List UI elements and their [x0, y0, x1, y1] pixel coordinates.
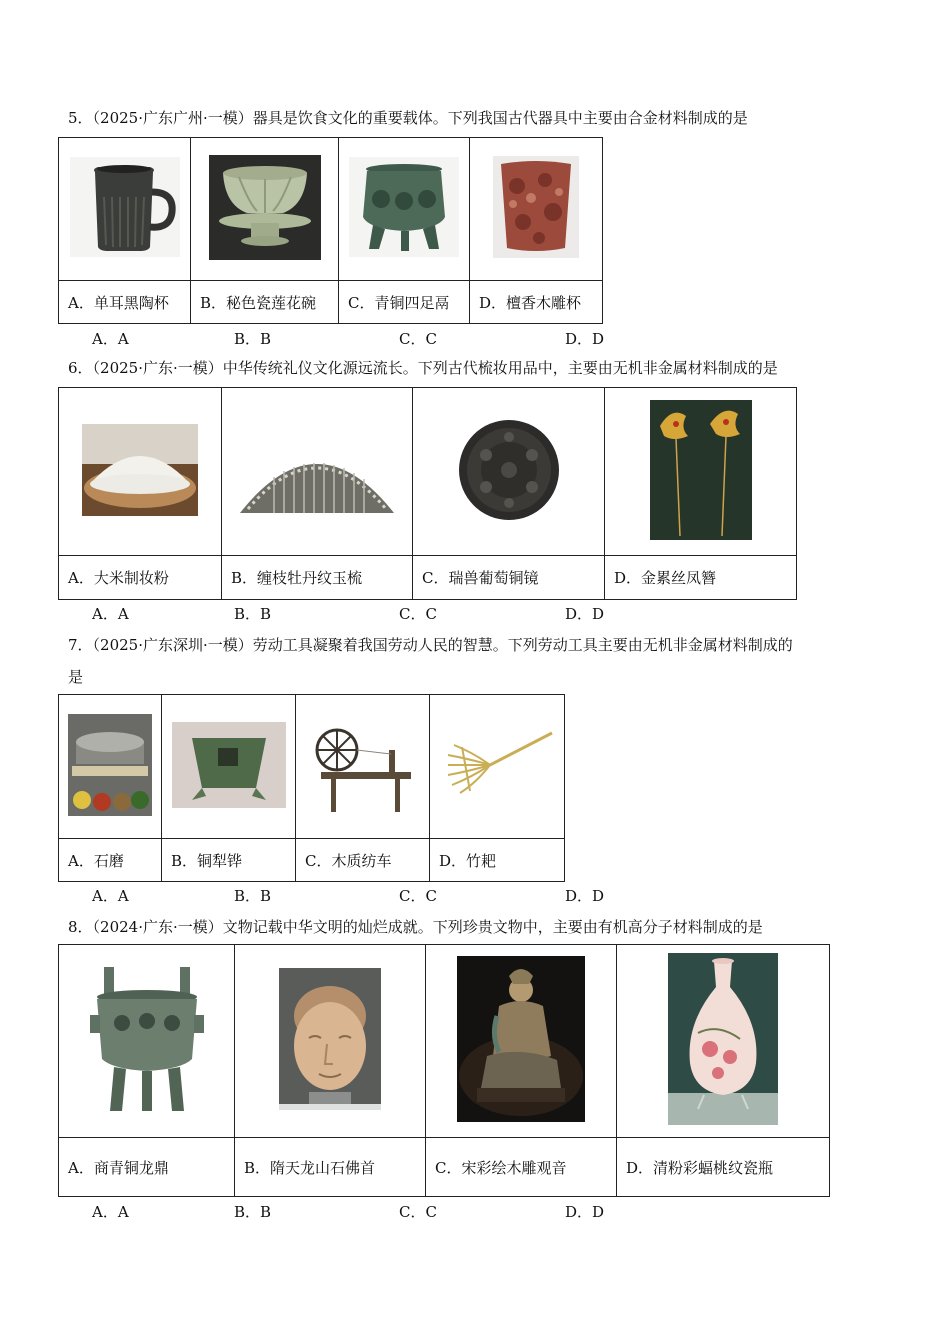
porcelain-vase-image: [617, 945, 830, 1138]
bamboo-rake-image: [430, 695, 565, 839]
question-6-table: [58, 387, 797, 600]
option-label-d: D．金累丝凤簪: [605, 556, 797, 600]
question-5-table: [58, 137, 603, 324]
sandalwood-carved-cup-image: [470, 138, 603, 281]
stone-buddha-head-image: [235, 945, 426, 1138]
choice-b[interactable]: B．B: [234, 605, 272, 623]
choice-d[interactable]: D．D: [565, 1203, 605, 1221]
choice-b[interactable]: B．B: [234, 330, 272, 348]
choice-d[interactable]: D．D: [565, 330, 605, 348]
question-7-stem-line1: 7．（2025·广东深圳·一模）劳动工具凝聚着我国劳动人民的智慧。下列劳动工具主要由无机非金属材料制成的: [68, 636, 793, 654]
black-pottery-cup-image: [59, 138, 191, 281]
choice-d[interactable]: D．D: [565, 887, 605, 905]
choice-a[interactable]: A．A: [92, 1203, 129, 1221]
option-label-a: A．单耳黑陶杯: [59, 281, 191, 324]
option-label-a: A．石磨: [59, 839, 162, 882]
bronze-li-tripod-image: [339, 138, 470, 281]
option-label-d: D．竹耙: [430, 839, 565, 882]
option-label-a: A．商青铜龙鼎: [59, 1138, 235, 1197]
option-label-c: C．木质纺车: [296, 839, 430, 882]
option-label-c: C．青铜四足鬲: [339, 281, 470, 324]
choice-a[interactable]: A．A: [92, 887, 129, 905]
option-label-b: B．缠枝牡丹纹玉梳: [222, 556, 413, 600]
choice-c[interactable]: C．C: [399, 330, 437, 348]
option-label-b: B．铜犁铧: [162, 839, 296, 882]
choice-c[interactable]: C．C: [399, 1203, 437, 1221]
choice-b[interactable]: B．B: [234, 1203, 272, 1221]
bronze-mirror-image: [413, 388, 605, 556]
option-label-c: C．瑞兽葡萄铜镜: [413, 556, 605, 600]
choice-b[interactable]: B．B: [234, 887, 272, 905]
choice-d[interactable]: D．D: [565, 605, 605, 623]
option-label-b: B．秘色瓷莲花碗: [191, 281, 339, 324]
option-label-a: A．大米制妆粉: [59, 556, 222, 600]
celadon-lotus-bowl-image: [191, 138, 339, 281]
stone-mill-image: [59, 695, 162, 839]
choice-c[interactable]: C．C: [399, 605, 437, 623]
wooden-guanyin-image: [426, 945, 617, 1138]
gold-phoenix-hairpin-image: [605, 388, 797, 556]
question-5-stem: 5．（2025·广东广州·一模）器具是饮食文化的重要载体。下列我国古代器具中主要由合金材料制成的是: [68, 109, 748, 127]
option-label-d: D．清粉彩蝠桃纹瓷瓶: [617, 1138, 830, 1197]
question-7-table: [58, 694, 565, 882]
spinning-wheel-image: [296, 695, 430, 839]
bronze-plough-image: [162, 695, 296, 839]
bronze-ding-image: [59, 945, 235, 1138]
rice-powder-image: [59, 388, 222, 556]
question-8-table: [58, 944, 830, 1197]
option-label-b: B．隋天龙山石佛首: [235, 1138, 426, 1197]
question-8-stem: 8．（2024·广东·一模）文物记载中华文明的灿烂成就。下列珍贵文物中，主要由有机高分子材料制成的是: [68, 918, 763, 936]
option-label-c: C．宋彩绘木雕观音: [426, 1138, 617, 1197]
question-6-stem: 6．（2025·广东·一模）中华传统礼仪文化源远流长。下列古代梳妆用品中，主要由无机非金属材料制成的是: [68, 359, 778, 377]
question-7-stem-line2: 是: [68, 668, 84, 686]
choice-a[interactable]: A．A: [92, 605, 129, 623]
choice-a[interactable]: A．A: [92, 330, 129, 348]
option-label-d: D．檀香木雕杯: [470, 281, 603, 324]
choice-c[interactable]: C．C: [399, 887, 437, 905]
jade-comb-image: [222, 388, 413, 556]
